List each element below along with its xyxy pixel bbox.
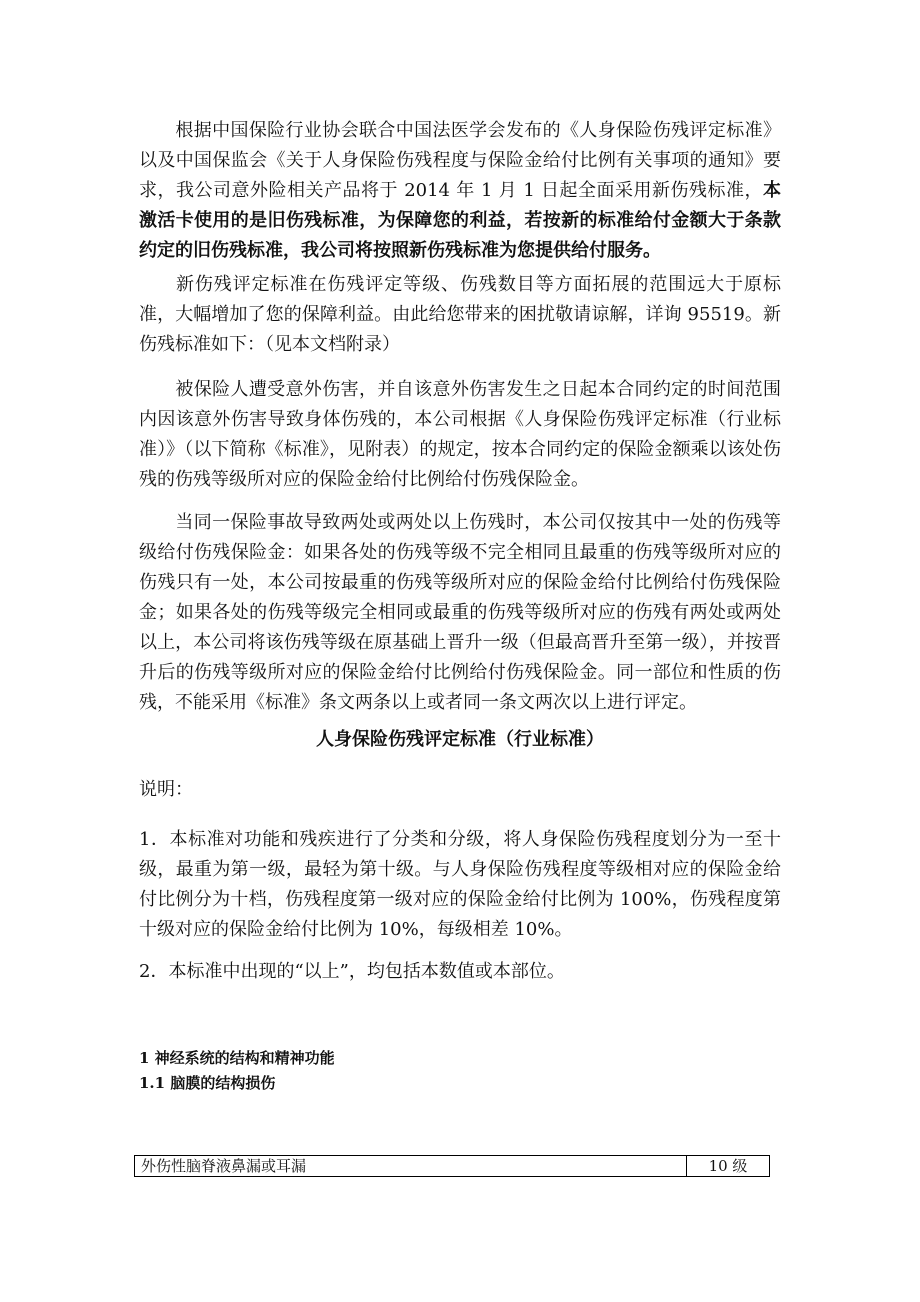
paragraph-new-standard <box>139 270 781 360</box>
section-heading-1: 1 神经系统的结构和精神功能 <box>139 1049 335 1067</box>
table-row <box>135 1156 770 1177</box>
multiple-injuries-text: 当同一保险事故导致两处或两处以上伤残时，本公司仅按其中一处的伤残等级给付伤残保险金：如果各处的伤残等级不完全相同且最重的伤残等级所对应的伤残只有一处，本公司按最重的伤残等级所对应的保险金给付比例给付伤残保险金；如果各处的伤残等级完全相同或最重的伤残等级所对应的伤残有两处或两处以上，本公司将该伤残等级在原基础上晋升一级（但最高晋升至第一级），并按晋升后的伤残等级所对应的保险金给付比例给付伤残保险金。同一部位和性质的伤残，不能采用《标准》条文两条以上或者同一条文两次以上进行评定。 <box>139 512 781 713</box>
table-cell-item: 外伤性脑脊液鼻漏或耳漏 <box>135 1156 687 1177</box>
paragraph-coverage <box>139 375 781 495</box>
note-item-2: 2．本标准中出现的“以上”，均包括本数值或本部位。 <box>139 961 565 982</box>
notice-bold-text: 本激活卡使用的是旧伤残标准，为保障您的利益，若按新的标准给付金额大于条款约定的旧伤残标准，我公司将按照新伤残标准为您提供给付服务。 <box>139 180 781 261</box>
paragraph-multiple-injuries <box>139 508 781 718</box>
new-standard-text: 新伤残评定标准在伤残评定等级、伤残数目等方面拓展的范围远大于原标准，大幅增加了您的保障利益。由此给您带来的困扰敬请谅解，详询 95519。新伤残标准如下：（见本文档附录） <box>139 274 781 355</box>
table-cell-grade: 10 级 <box>687 1156 770 1177</box>
note-item-1: 1．本标准对功能和残疾进行了分类和分级，将人身保险伤残程度划分为一至十级，最重为第一级，最轻为第十级。与人身保险伤残程度等级相对应的保险金给付比例分为十档，伤残程度第一级对应的保险金给付比例为 100%，伤残程度第十级对应的保险金给付比例为 10%，每级相差 10%。 <box>139 829 781 940</box>
section-heading-1-1: 1.1 脑膜的结构损伤 <box>139 1074 276 1092</box>
coverage-text: 被保险人遭受意外伤害，并自该意外伤害发生之日起本合同约定的时间范围内因该意外伤害导致身体伤残的，本公司根据《人身保险伤残评定标准（行业标准）》（以下简称《标准》，见附表）的规定，按本合同约定的保险金额乘以该处伤残的伤残等级所对应的保险金给付比例给付伤残保险金。 <box>139 379 781 490</box>
standard-title: 人身保险伤残评定标准（行业标准） <box>316 729 604 750</box>
notice-text: 根据中国保险行业协会联合中国法医学会发布的《人身保险伤残评定标准》以及中国保监会《关于人身保险伤残程度与保险金给付比例有关事项的通知》要求，我公司意外险相关产品将于 2014 年 1 月 1 日起全面采用新伤残标准， <box>139 120 781 201</box>
disability-table <box>134 1155 770 1177</box>
paragraph-notice <box>139 116 781 266</box>
note-label: 说明： <box>139 779 193 800</box>
